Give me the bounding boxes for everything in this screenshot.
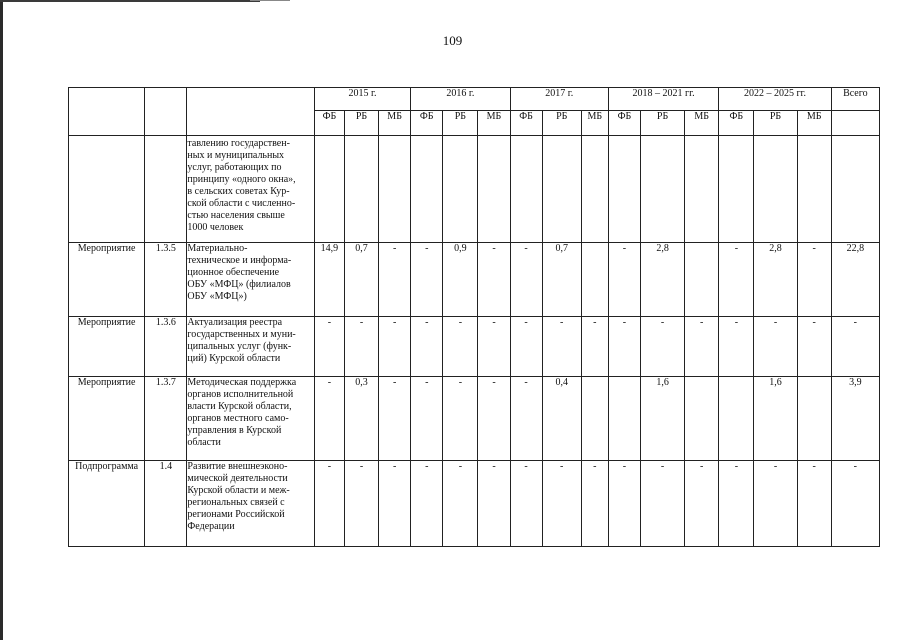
header-sub-12: ФБ xyxy=(719,111,754,136)
row-kind: Мероприятие xyxy=(69,377,145,461)
row-value: - xyxy=(641,317,685,377)
row-description: Актуализация реестра государственных и муни- ципальных услуг (функ- ций) Курской области xyxy=(187,317,314,377)
scan-edge-top-faint xyxy=(250,0,290,1)
row-value: - xyxy=(581,461,608,547)
row-value: - xyxy=(478,317,510,377)
row-value xyxy=(581,136,608,243)
row-value xyxy=(478,136,510,243)
scan-edge-left xyxy=(0,0,3,640)
table-row xyxy=(69,317,880,377)
row-value: - xyxy=(754,317,797,377)
row-value: - xyxy=(379,461,411,547)
row-value: - xyxy=(608,317,640,377)
row-value: - xyxy=(581,317,608,377)
row-total: - xyxy=(831,317,879,377)
row-value xyxy=(685,136,719,243)
table-row xyxy=(69,461,880,547)
header-sub-13: РБ xyxy=(754,111,797,136)
row-value xyxy=(581,243,608,317)
row-value: - xyxy=(314,317,344,377)
row-total: 3,9 xyxy=(831,377,879,461)
header-kind-cell xyxy=(69,88,145,136)
row-value: - xyxy=(510,461,542,547)
row-value: - xyxy=(478,377,510,461)
header-code-cell xyxy=(145,88,187,136)
row-value xyxy=(685,377,719,461)
header-sub-4: РБ xyxy=(443,111,478,136)
header-sub-14: МБ xyxy=(797,111,831,136)
row-value xyxy=(443,136,478,243)
row-value: - xyxy=(797,317,831,377)
row-value: - xyxy=(379,317,411,377)
row-code: 1.3.6 xyxy=(145,317,187,377)
header-sub-0: ФБ xyxy=(314,111,344,136)
row-value: - xyxy=(510,377,542,461)
row-value: - xyxy=(608,243,640,317)
row-value: - xyxy=(443,461,478,547)
row-value: - xyxy=(411,461,443,547)
row-value: - xyxy=(411,377,443,461)
row-kind xyxy=(69,136,145,243)
row-value xyxy=(608,136,640,243)
row-value xyxy=(754,136,797,243)
row-value: - xyxy=(443,377,478,461)
row-value: 0,7 xyxy=(344,243,378,317)
row-value: - xyxy=(719,317,754,377)
row-value: 2,8 xyxy=(754,243,797,317)
header-year-2017: 2017 г. xyxy=(510,88,608,111)
row-value: - xyxy=(510,317,542,377)
row-kind: Мероприятие xyxy=(69,317,145,377)
row-code: 1.3.7 xyxy=(145,377,187,461)
row-value: - xyxy=(379,243,411,317)
page-number: 109 xyxy=(442,33,463,48)
row-value: 2,8 xyxy=(641,243,685,317)
row-value xyxy=(379,136,411,243)
row-value: - xyxy=(685,317,719,377)
row-value xyxy=(542,136,581,243)
header-sub-8: МБ xyxy=(581,111,608,136)
row-value xyxy=(719,136,754,243)
row-value: - xyxy=(719,243,754,317)
table-row xyxy=(69,136,880,243)
row-value: - xyxy=(411,243,443,317)
row-value: - xyxy=(379,377,411,461)
row-value: - xyxy=(754,461,797,547)
row-value: 0,4 xyxy=(542,377,581,461)
row-value xyxy=(510,136,542,243)
row-description: Развитие внешнеэконо- мической деятельности Курской области и меж- региональных связей с регионами Российской Федерации xyxy=(187,461,314,547)
row-value: 1,6 xyxy=(641,377,685,461)
header-year-2016: 2016 г. xyxy=(411,88,510,111)
table-row xyxy=(69,243,880,317)
row-value xyxy=(685,243,719,317)
row-total xyxy=(831,136,879,243)
row-value xyxy=(797,136,831,243)
row-value: - xyxy=(478,243,510,317)
row-kind: Мероприятие xyxy=(69,243,145,317)
header-total: Всего xyxy=(831,88,879,111)
row-value: - xyxy=(411,317,443,377)
row-code xyxy=(145,136,187,243)
header-row-years xyxy=(69,88,880,111)
row-value xyxy=(641,136,685,243)
row-kind: Подпрограмма xyxy=(69,461,145,547)
row-value: - xyxy=(797,461,831,547)
row-value xyxy=(581,377,608,461)
header-sub-2: МБ xyxy=(379,111,411,136)
scan-edge-top xyxy=(0,0,260,2)
row-value: 14,9 xyxy=(314,243,344,317)
row-total: - xyxy=(831,461,879,547)
header-years-2018-2021: 2018 – 2021 гг. xyxy=(608,88,718,111)
table-body xyxy=(69,88,880,547)
row-description: тавлению государствен- ных и муниципальных услуг, работающих по принципу «одного окна», в сельских советах Кур- ской области с численно- стью населения свыше 1000 человек xyxy=(187,136,314,243)
row-value: 0,3 xyxy=(344,377,378,461)
row-value xyxy=(797,377,831,461)
header-sub-9: ФБ xyxy=(608,111,640,136)
row-value xyxy=(411,136,443,243)
header-sub-5: МБ xyxy=(478,111,510,136)
row-value: - xyxy=(797,243,831,317)
row-value: - xyxy=(542,317,581,377)
row-value: - xyxy=(510,243,542,317)
row-value: - xyxy=(608,461,640,547)
header-year-2015: 2015 г. xyxy=(314,88,410,111)
row-value: - xyxy=(314,377,344,461)
row-description: Методическая поддержка органов исполнительной власти Курской области, органов местного само- управления в Курской области xyxy=(187,377,314,461)
header-sub-10: РБ xyxy=(641,111,685,136)
row-value: - xyxy=(443,317,478,377)
row-value: - xyxy=(685,461,719,547)
header-years-2022-2025: 2022 – 2025 гг. xyxy=(719,88,831,111)
row-value: - xyxy=(478,461,510,547)
header-description-cell xyxy=(187,88,314,136)
row-value: - xyxy=(641,461,685,547)
row-code: 1.4 xyxy=(145,461,187,547)
row-value xyxy=(608,377,640,461)
row-total: 22,8 xyxy=(831,243,879,317)
row-value xyxy=(344,136,378,243)
header-sub-11: МБ xyxy=(685,111,719,136)
row-value: 0,7 xyxy=(542,243,581,317)
row-value: - xyxy=(719,461,754,547)
row-value: - xyxy=(542,461,581,547)
row-description: Материально- техническое и информа- ционное обеспечение ОБУ «МФЦ» (филиалов ОБУ «МФЦ») xyxy=(187,243,314,317)
row-value xyxy=(719,377,754,461)
row-value: 1,6 xyxy=(754,377,797,461)
row-value: - xyxy=(344,461,378,547)
row-code: 1.3.5 xyxy=(145,243,187,317)
header-sub-3: ФБ xyxy=(411,111,443,136)
budget-table xyxy=(68,87,880,547)
header-total-sub xyxy=(831,111,879,136)
row-value: - xyxy=(344,317,378,377)
header-sub-1: РБ xyxy=(344,111,378,136)
table-row xyxy=(69,377,880,461)
header-sub-7: РБ xyxy=(542,111,581,136)
row-value: 0,9 xyxy=(443,243,478,317)
header-sub-6: ФБ xyxy=(510,111,542,136)
row-value: - xyxy=(314,461,344,547)
row-value xyxy=(314,136,344,243)
